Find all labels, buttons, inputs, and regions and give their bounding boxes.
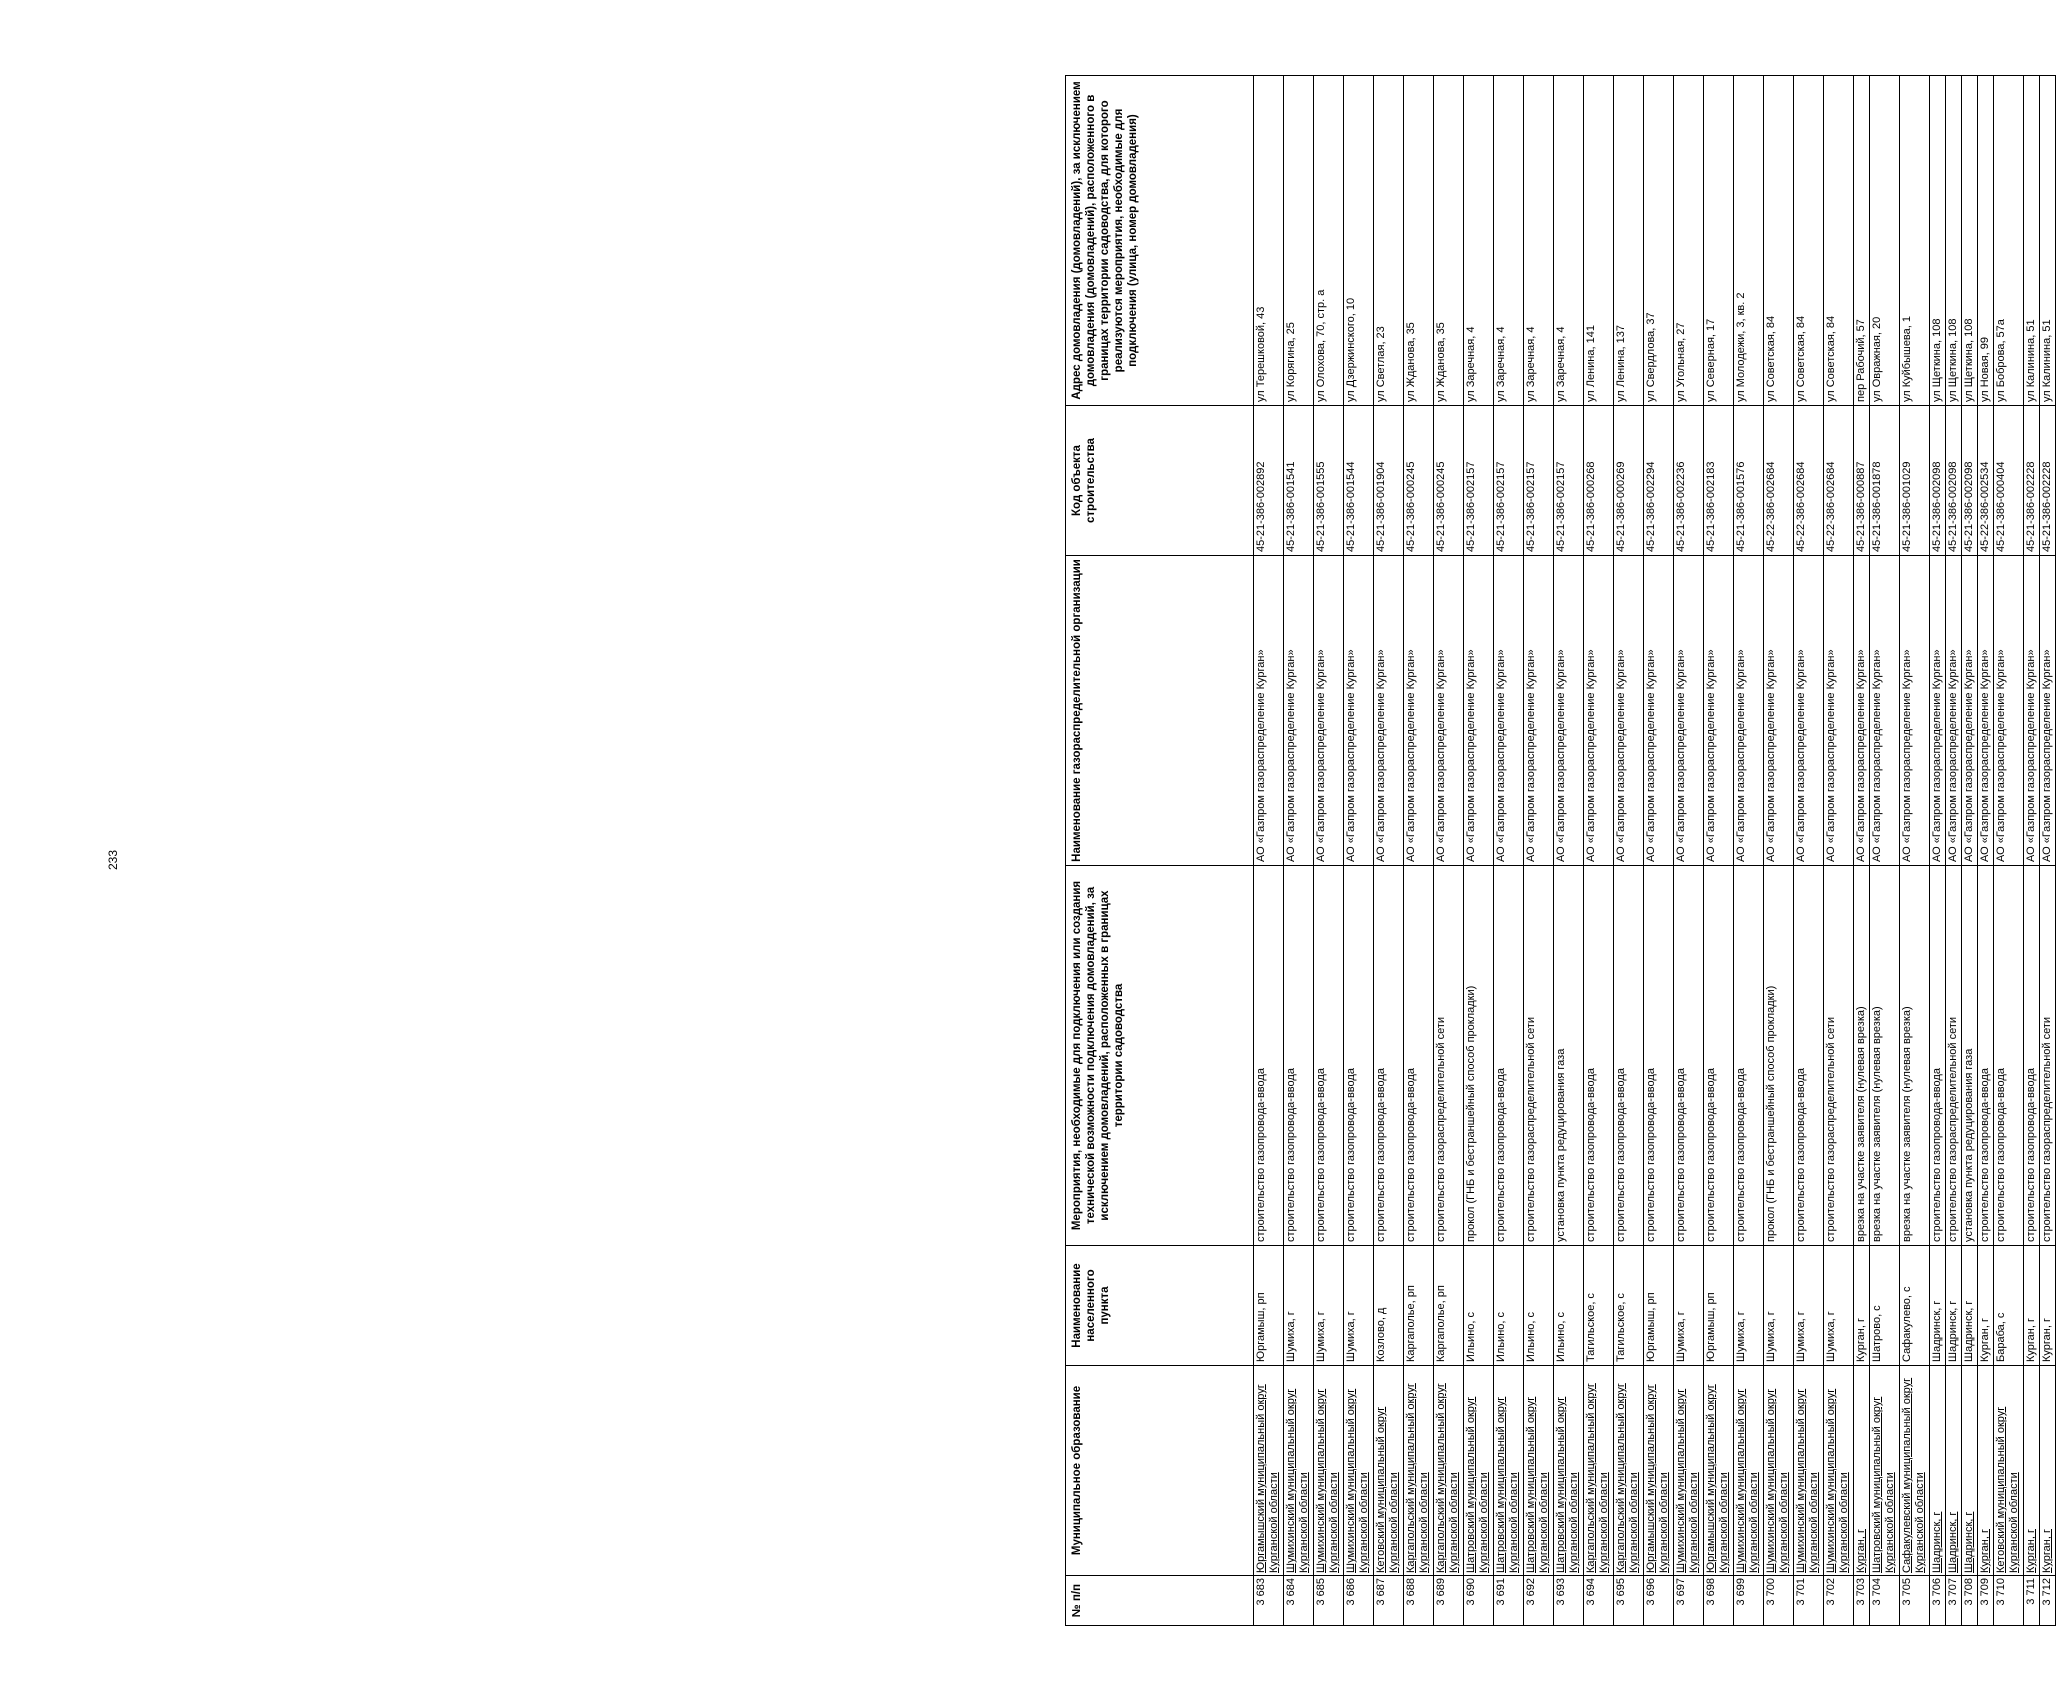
- cell-address: ул Советская, 84: [1794, 76, 1824, 406]
- cell-object-code: 45-21-386-000887: [1854, 406, 1870, 556]
- data-table: [1065, 75, 2056, 1626]
- cell-object-code: 45-21-386-002098: [1946, 406, 1962, 556]
- table-row: [1584, 76, 1614, 1626]
- municipality-text: Каргапольский муниципальный округ Курганской области: [1615, 1383, 1640, 1573]
- cell-address: ул Северная, 17: [1704, 76, 1734, 406]
- cell-organization: АО «Газпром газораспределение Курган»: [1994, 556, 2024, 866]
- header-settlement: Наименование населенного пункта: [1066, 1246, 1254, 1366]
- cell-number: 3 697: [1674, 1576, 1704, 1626]
- table-row: [1494, 76, 1524, 1626]
- municipality-text: Шумихинский муниципальный округ Курганской области: [1285, 1388, 1310, 1573]
- cell-number: 3 692: [1524, 1576, 1554, 1626]
- cell-organization: АО «Газпром газораспределение Курган»: [1614, 556, 1644, 866]
- cell-organization: АО «Газпром газораспределение Курган»: [1554, 556, 1584, 866]
- municipality-text: Шатровский муниципальный округ Курганской области: [1465, 1396, 1490, 1573]
- municipality-text: Курган, г: [2025, 1529, 2037, 1573]
- cell-organization: АО «Газпром газораспределение Курган»: [1854, 556, 1870, 866]
- cell-municipality: [1870, 1366, 1900, 1576]
- municipality-text: Шадринск, г: [1963, 1511, 1975, 1573]
- municipality-text: Курган, г: [1979, 1529, 1991, 1573]
- cell-organization: АО «Газпром газораспределение Курган»: [1434, 556, 1464, 866]
- cell-settlement: Тагильское, с: [1584, 1246, 1614, 1366]
- municipality-text: Шадринск, г: [1947, 1511, 1959, 1573]
- table-row: [1614, 76, 1644, 1626]
- cell-number: 3 695: [1614, 1576, 1644, 1626]
- municipality-text: Шумихинский муниципальный округ Курганской области: [1315, 1388, 1340, 1573]
- cell-number: 3 704: [1870, 1576, 1900, 1626]
- cell-object-code: 45-21-386-001576: [1734, 406, 1764, 556]
- municipality-text: Шатровский муниципальный округ Курганской области: [1495, 1396, 1520, 1573]
- cell-measures: строительство газопровода-ввода: [1584, 866, 1614, 1246]
- cell-object-code: 45-21-386-002236: [1674, 406, 1704, 556]
- cell-object-code: 45-21-386-002098: [1962, 406, 1978, 556]
- cell-settlement: Юргамыш, рп: [1644, 1246, 1674, 1366]
- cell-address: ул Калинина, 51: [2024, 76, 2040, 406]
- table-row: [1464, 76, 1494, 1626]
- header-organization: Наименование газораспределительной организации: [1066, 556, 1254, 866]
- cell-address: ул Заречная, 4: [1554, 76, 1584, 406]
- cell-object-code: 45-21-386-000245: [1404, 406, 1434, 556]
- cell-municipality: [1404, 1366, 1434, 1576]
- cell-number: 3 687: [1374, 1576, 1404, 1626]
- cell-address: ул Заречная, 4: [1524, 76, 1554, 406]
- cell-address: ул Боброва, 57а: [1994, 76, 2024, 406]
- cell-object-code: 45-21-386-001029: [1900, 406, 1930, 556]
- cell-settlement: Тагильское, с: [1614, 1246, 1644, 1366]
- cell-measures: строительство газопровода-ввода: [1644, 866, 1674, 1246]
- cell-address: ул Жданова, 35: [1404, 76, 1434, 406]
- cell-object-code: 45-21-386-001555: [1314, 406, 1344, 556]
- cell-address: ул Куйбышева, 1: [1900, 76, 1930, 406]
- cell-object-code: 45-21-386-001544: [1344, 406, 1374, 556]
- cell-number: 3 700: [1764, 1576, 1794, 1626]
- cell-number: 3 685: [1314, 1576, 1344, 1626]
- municipality-text: Шумихинский муниципальный округ Курганской области: [1795, 1388, 1820, 1573]
- municipality-text: Курган, г: [2041, 1529, 2053, 1573]
- cell-object-code: 45-21-386-002294: [1644, 406, 1674, 556]
- cell-address: ул Новая, 99: [1978, 76, 1994, 406]
- table-row: [1344, 76, 1374, 1626]
- cell-municipality: [1524, 1366, 1554, 1576]
- cell-measures: строительство газораспределительной сети: [1824, 866, 1854, 1246]
- cell-measures: строительство газопровода-ввода: [1404, 866, 1434, 1246]
- table-row: [1794, 76, 1824, 1626]
- municipality-text: Юргамышский муниципальный округ Курганской области: [1705, 1384, 1730, 1573]
- cell-settlement: Ильино, с: [1464, 1246, 1494, 1366]
- cell-address: ул Щеткина, 108: [1946, 76, 1962, 406]
- header-municipality: Муниципальное образование: [1066, 1366, 1254, 1576]
- cell-object-code: 45-21-386-002157: [1524, 406, 1554, 556]
- municipality-text: Курган, г: [1855, 1529, 1867, 1573]
- cell-organization: АО «Газпром газораспределение Курган»: [1930, 556, 1946, 866]
- cell-address: ул Овражная, 20: [1870, 76, 1900, 406]
- cell-number: 3 693: [1554, 1576, 1584, 1626]
- cell-municipality: [1946, 1366, 1962, 1576]
- cell-municipality: [1434, 1366, 1464, 1576]
- table-row: [1284, 76, 1314, 1626]
- cell-organization: АО «Газпром газораспределение Курган»: [1946, 556, 1962, 866]
- cell-object-code: 45-21-386-002228: [2040, 406, 2056, 556]
- cell-measures: строительство газопровода-ввода: [1930, 866, 1946, 1246]
- table-row: [1978, 76, 1994, 1626]
- cell-organization: АО «Газпром газораспределение Курган»: [1284, 556, 1314, 866]
- cell-number: 3 688: [1404, 1576, 1434, 1626]
- municipality-text: Шумихинский муниципальный округ Курганской области: [1345, 1388, 1370, 1573]
- cell-address: ул Калинина, 51: [2040, 76, 2056, 406]
- cell-object-code: 45-22-386-002684: [1824, 406, 1854, 556]
- municipality-text: Шумихинский муниципальный округ Курганской области: [1735, 1388, 1760, 1573]
- cell-object-code: 45-21-386-001904: [1374, 406, 1404, 556]
- cell-settlement: Шатрово, с: [1870, 1246, 1900, 1366]
- cell-address: ул Светлая, 23: [1374, 76, 1404, 406]
- cell-address: ул Заречная, 4: [1464, 76, 1494, 406]
- table-row: [1764, 76, 1794, 1626]
- municipality-text: Юргамышский муниципальный округ Курганской области: [1255, 1384, 1280, 1573]
- cell-address: ул Жданова, 35: [1434, 76, 1464, 406]
- municipality-text: Шумихинский муниципальный округ Курганской области: [1675, 1388, 1700, 1573]
- cell-municipality: [1284, 1366, 1314, 1576]
- cell-organization: АО «Газпром газораспределение Курган»: [1584, 556, 1614, 866]
- table-row: [2024, 76, 2040, 1626]
- cell-organization: АО «Газпром газораспределение Курган»: [1978, 556, 1994, 866]
- table-row: [1946, 76, 1962, 1626]
- cell-settlement: Курган, г: [1854, 1246, 1870, 1366]
- cell-organization: АО «Газпром газораспределение Курган»: [1314, 556, 1344, 866]
- cell-organization: АО «Газпром газораспределение Курган»: [1254, 556, 1284, 866]
- cell-settlement: Шадринск, г: [1946, 1246, 1962, 1366]
- cell-settlement: Шумиха, г: [1284, 1246, 1314, 1366]
- municipality-text: Каргапольский муниципальный округ Курганской области: [1585, 1383, 1610, 1573]
- cell-address: ул Ленина, 137: [1614, 76, 1644, 406]
- table-row: [1962, 76, 1978, 1626]
- cell-measures: строительство газораспределительной сети: [1524, 866, 1554, 1246]
- table-row: [1554, 76, 1584, 1626]
- cell-settlement: Курган, г: [2040, 1246, 2056, 1366]
- cell-organization: АО «Газпром газораспределение Курган»: [1404, 556, 1434, 866]
- cell-address: ул Терешковой, 43: [1254, 76, 1284, 406]
- cell-settlement: Шумиха, г: [1734, 1246, 1764, 1366]
- cell-number: 3 691: [1494, 1576, 1524, 1626]
- cell-number: 3 698: [1704, 1576, 1734, 1626]
- header-measures: Мероприятия, необходимые для подключения или создания технической возможности подключения домовладений, за исключением домовладений, расположенных в границах территории садоводства: [1066, 866, 1254, 1246]
- cell-number: 3 701: [1794, 1576, 1824, 1626]
- cell-settlement: Бараба, с: [1994, 1246, 2024, 1366]
- cell-municipality: [1644, 1366, 1674, 1576]
- cell-municipality: [1614, 1366, 1644, 1576]
- cell-organization: АО «Газпром газораспределение Курган»: [1900, 556, 1930, 866]
- municipality-text: Шадринск, г: [1931, 1511, 1943, 1573]
- cell-municipality: [2040, 1366, 2056, 1576]
- cell-organization: АО «Газпром газораспределение Курган»: [1494, 556, 1524, 866]
- cell-object-code: 45-21-386-000404: [1994, 406, 2024, 556]
- cell-settlement: Сафакулево, с: [1900, 1246, 1930, 1366]
- cell-organization: АО «Газпром газораспределение Курган»: [1870, 556, 1900, 866]
- cell-municipality: [1854, 1366, 1870, 1576]
- cell-settlement: Шадринск, г: [1930, 1246, 1946, 1366]
- table-row: [1994, 76, 2024, 1626]
- cell-number: 3 706: [1930, 1576, 1946, 1626]
- table-body: [1254, 76, 2056, 1626]
- cell-number: 3 708: [1962, 1576, 1978, 1626]
- cell-address: ул Заречная, 4: [1494, 76, 1524, 406]
- cell-object-code: 45-21-386-002157: [1494, 406, 1524, 556]
- cell-settlement: Каргаполье, рп: [1404, 1246, 1434, 1366]
- table-row: [1314, 76, 1344, 1626]
- cell-municipality: [1554, 1366, 1584, 1576]
- cell-address: пер Рабочий, 57: [1854, 76, 1870, 406]
- cell-settlement: Шумиха, г: [1764, 1246, 1794, 1366]
- cell-measures: установка пункта редуцирования газа: [1554, 866, 1584, 1246]
- cell-organization: АО «Газпром газораспределение Курган»: [1764, 556, 1794, 866]
- page-number: 233: [106, 849, 120, 871]
- cell-object-code: 45-21-386-002228: [2024, 406, 2040, 556]
- cell-settlement: Юргамыш, рп: [1704, 1246, 1734, 1366]
- cell-measures: строительство газопровода-ввода: [1494, 866, 1524, 1246]
- cell-number: 3 703: [1854, 1576, 1870, 1626]
- cell-settlement: Шумиха, г: [1344, 1246, 1374, 1366]
- cell-organization: АО «Газпром газораспределение Курган»: [1734, 556, 1764, 866]
- cell-object-code: 45-22-386-002684: [1794, 406, 1824, 556]
- cell-measures: строительство газопровода-ввода: [1314, 866, 1344, 1246]
- cell-municipality: [1962, 1366, 1978, 1576]
- cell-settlement: Козлово, д: [1374, 1246, 1404, 1366]
- cell-municipality: [1794, 1366, 1824, 1576]
- cell-organization: АО «Газпром газораспределение Курган»: [1524, 556, 1554, 866]
- cell-settlement: Ильино, с: [1554, 1246, 1584, 1366]
- cell-municipality: [1374, 1366, 1404, 1576]
- cell-measures: строительство газопровода-ввода: [1734, 866, 1764, 1246]
- cell-settlement: Шумиха, г: [1674, 1246, 1704, 1366]
- cell-settlement: Курган, г: [2024, 1246, 2040, 1366]
- cell-object-code: 45-21-386-000268: [1584, 406, 1614, 556]
- rotated-table-container: [1065, 76, 2053, 1626]
- cell-municipality: [1900, 1366, 1930, 1576]
- cell-object-code: 45-21-386-002157: [1464, 406, 1494, 556]
- cell-number: 3 684: [1284, 1576, 1314, 1626]
- table-row: [1374, 76, 1404, 1626]
- cell-organization: АО «Газпром газораспределение Курган»: [1374, 556, 1404, 866]
- municipality-text: Кетовский муниципальный округ Курганской области: [1375, 1406, 1400, 1573]
- cell-municipality: [1824, 1366, 1854, 1576]
- cell-municipality: [1344, 1366, 1374, 1576]
- cell-measures: строительство газопровода-ввода: [1254, 866, 1284, 1246]
- table-row: [1644, 76, 1674, 1626]
- cell-measures: строительство газораспределительной сети: [1946, 866, 1962, 1246]
- cell-object-code: 45-21-386-002183: [1704, 406, 1734, 556]
- cell-number: 3 690: [1464, 1576, 1494, 1626]
- cell-municipality: [1464, 1366, 1494, 1576]
- table-row: [2040, 76, 2056, 1626]
- cell-measures: строительство газопровода-ввода: [1284, 866, 1314, 1246]
- cell-number: 3 709: [1978, 1576, 1994, 1626]
- cell-municipality: [1314, 1366, 1344, 1576]
- cell-address: ул Молодежи, 3, кв. 2: [1734, 76, 1764, 406]
- cell-number: 3 683: [1254, 1576, 1284, 1626]
- cell-measures: строительство газопровода-ввода: [1344, 866, 1374, 1246]
- cell-measures: строительство газопровода-ввода: [1704, 866, 1734, 1246]
- cell-measures: строительство газопровода-ввода: [1374, 866, 1404, 1246]
- cell-number: 3 712: [2040, 1576, 2056, 1626]
- header-address: Адрес домовладения (домовладений), за исключением домовладения (домовладений), расположенного в границах территории садоводства, для которого реализуются мероприятия, необходимые для подключения (улица, номер домовладения): [1066, 76, 1254, 406]
- cell-object-code: 45-21-386-002157: [1554, 406, 1584, 556]
- cell-measures: строительство газопровода-ввода: [1994, 866, 2024, 1246]
- cell-measures: строительство газопровода-ввода: [1978, 866, 1994, 1246]
- table-row: [1404, 76, 1434, 1626]
- cell-organization: АО «Газпром газораспределение Курган»: [1962, 556, 1978, 866]
- cell-address: ул Свердлова, 37: [1644, 76, 1674, 406]
- cell-settlement: Шумиха, г: [1314, 1246, 1344, 1366]
- cell-number: 3 694: [1584, 1576, 1614, 1626]
- table-row: [1434, 76, 1464, 1626]
- table-row: [1900, 76, 1930, 1626]
- cell-address: ул Корягина, 25: [1284, 76, 1314, 406]
- municipality-text: Шатровский муниципальный округ Курганской области: [1871, 1396, 1896, 1573]
- cell-address: ул Советская, 84: [1824, 76, 1854, 406]
- cell-organization: АО «Газпром газораспределение Курган»: [2024, 556, 2040, 866]
- cell-measures: строительство газопровода-ввода: [1794, 866, 1824, 1246]
- cell-settlement: Ильино, с: [1494, 1246, 1524, 1366]
- cell-municipality: [1994, 1366, 2024, 1576]
- cell-municipality: [1494, 1366, 1524, 1576]
- cell-address: ул Щеткина, 108: [1962, 76, 1978, 406]
- cell-measures: строительство газопровода-ввода: [1614, 866, 1644, 1246]
- cell-measures: установка пункта редуцирования газа: [1962, 866, 1978, 1246]
- cell-municipality: [2024, 1366, 2040, 1576]
- table-row: [1524, 76, 1554, 1626]
- cell-settlement: Шадринск, г: [1962, 1246, 1978, 1366]
- table-row: [1930, 76, 1946, 1626]
- cell-settlement: Курган, г: [1978, 1246, 1994, 1366]
- municipality-text: Каргапольский муниципальный округ Курганской области: [1405, 1383, 1430, 1573]
- cell-number: 3 707: [1946, 1576, 1962, 1626]
- cell-organization: АО «Газпром газораспределение Курган»: [1794, 556, 1824, 866]
- municipality-text: Кетовский муниципальный округ Курганской области: [1995, 1406, 2020, 1573]
- cell-number: 3 702: [1824, 1576, 1854, 1626]
- cell-object-code: 45-21-386-002892: [1254, 406, 1284, 556]
- cell-municipality: [1674, 1366, 1704, 1576]
- table-row: [1870, 76, 1900, 1626]
- cell-number: 3 689: [1434, 1576, 1464, 1626]
- municipality-text: Юргамышский муниципальный округ Курганской области: [1645, 1384, 1670, 1573]
- cell-municipality: [1930, 1366, 1946, 1576]
- cell-address: ул Дзержинского, 10: [1344, 76, 1374, 406]
- municipality-text: Каргапольский муниципальный округ Курганской области: [1435, 1383, 1460, 1573]
- cell-municipality: [1254, 1366, 1284, 1576]
- table-row: [1824, 76, 1854, 1626]
- cell-settlement: Шумиха, г: [1794, 1246, 1824, 1366]
- cell-address: ул Щеткина, 108: [1930, 76, 1946, 406]
- cell-municipality: [1704, 1366, 1734, 1576]
- cell-municipality: [1978, 1366, 1994, 1576]
- table-row: [1854, 76, 1870, 1626]
- cell-object-code: 45-21-386-001541: [1284, 406, 1314, 556]
- municipality-text: Сафакулевский муниципальный округ Курганской области: [1901, 1377, 1926, 1573]
- cell-number: 3 710: [1994, 1576, 2024, 1626]
- cell-organization: АО «Газпром газораспределение Курган»: [1344, 556, 1374, 866]
- municipality-text: Шумихинский муниципальный округ Курганской области: [1765, 1388, 1790, 1573]
- table-row: [1734, 76, 1764, 1626]
- cell-object-code: 45-21-386-000245: [1434, 406, 1464, 556]
- cell-number: 3 686: [1344, 1576, 1374, 1626]
- cell-organization: АО «Газпром газораспределение Курган»: [1464, 556, 1494, 866]
- cell-address: ул Советская, 84: [1764, 76, 1794, 406]
- cell-measures: врезка на участке заявителя (нулевая врезка): [1854, 866, 1870, 1246]
- cell-organization: АО «Газпром газораспределение Курган»: [2040, 556, 2056, 866]
- cell-settlement: Юргамыш, рп: [1254, 1246, 1284, 1366]
- municipality-text: Шатровский муниципальный округ Курганской области: [1555, 1396, 1580, 1573]
- cell-municipality: [1764, 1366, 1794, 1576]
- cell-organization: АО «Газпром газораспределение Курган»: [1674, 556, 1704, 866]
- cell-settlement: Каргаполье, рп: [1434, 1246, 1464, 1366]
- cell-measures: прокол (ГНБ и бестраншейный способ прокладки): [1764, 866, 1794, 1246]
- cell-measures: врезка на участке заявителя (нулевая врезка): [1870, 866, 1900, 1246]
- cell-address: ул Ленина, 141: [1584, 76, 1614, 406]
- cell-measures: строительство газораспределительной сети: [2040, 866, 2056, 1246]
- header-number: № п/п: [1066, 1576, 1254, 1626]
- cell-settlement: Шумиха, г: [1824, 1246, 1854, 1366]
- cell-object-code: 45-21-386-000269: [1614, 406, 1644, 556]
- cell-address: ул Олохова, 70, стр. а: [1314, 76, 1344, 406]
- cell-number: 3 705: [1900, 1576, 1930, 1626]
- cell-organization: АО «Газпром газораспределение Курган»: [1824, 556, 1854, 866]
- table-row: [1704, 76, 1734, 1626]
- cell-object-code: 45-22-386-002684: [1764, 406, 1794, 556]
- cell-measures: строительство газораспределительной сети: [1434, 866, 1464, 1246]
- cell-municipality: [1734, 1366, 1764, 1576]
- header-object-code: Код объекта строительства: [1066, 406, 1254, 556]
- cell-settlement: Ильино, с: [1524, 1246, 1554, 1366]
- cell-object-code: 45-22-386-002534: [1978, 406, 1994, 556]
- cell-object-code: 45-21-386-001878: [1870, 406, 1900, 556]
- table-row: [1674, 76, 1704, 1626]
- municipality-text: Шатровский муниципальный округ Курганской области: [1525, 1396, 1550, 1573]
- cell-measures: строительство газопровода-ввода: [2024, 866, 2040, 1246]
- cell-organization: АО «Газпром газораспределение Курган»: [1704, 556, 1734, 866]
- table-header-row: [1066, 76, 1254, 1626]
- cell-municipality: [1584, 1366, 1614, 1576]
- cell-organization: АО «Газпром газораспределение Курган»: [1644, 556, 1674, 866]
- cell-address: ул Угольная, 27: [1674, 76, 1704, 406]
- municipality-text: Шумихинский муниципальный округ Курганской области: [1825, 1388, 1850, 1573]
- cell-measures: прокол (ГНБ и бестраншейный способ прокладки): [1464, 866, 1494, 1246]
- cell-measures: врезка на участке заявителя (нулевая врезка): [1900, 866, 1930, 1246]
- cell-number: 3 696: [1644, 1576, 1674, 1626]
- cell-number: 3 699: [1734, 1576, 1764, 1626]
- cell-object-code: 45-21-386-002098: [1930, 406, 1946, 556]
- table-row: [1254, 76, 1284, 1626]
- cell-measures: строительство газопровода-ввода: [1674, 866, 1704, 1246]
- cell-number: 3 711: [2024, 1576, 2040, 1626]
